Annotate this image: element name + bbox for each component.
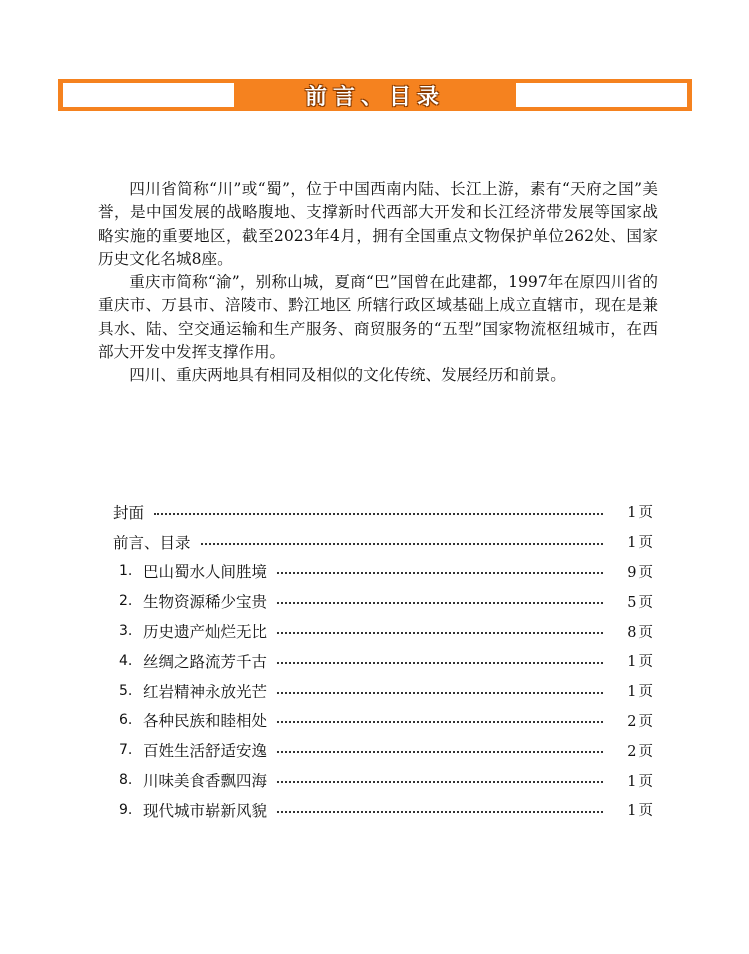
toc-number: 2.: [119, 593, 133, 610]
toc-number: 5.: [119, 682, 133, 699]
toc-title: 巴山蜀水人间胜境: [143, 563, 268, 582]
toc-row-cover[interactable]: [113, 497, 653, 527]
toc-number: 1.: [119, 563, 133, 580]
toc-title: 前言、目录: [113, 533, 191, 552]
intro-text: [98, 178, 658, 388]
toc-page: 1 页: [627, 803, 653, 820]
toc-page: 1 页: [627, 684, 653, 701]
toc-row-chapter-7[interactable]: [113, 735, 653, 765]
toc-row-chapter-8[interactable]: [113, 765, 653, 795]
intro-paragraph-sichuan: 四川省简称“川”或“蜀”，位于中国西南内陆、长江上游，素有“天府之国”美誉，是中国发展的战略腹地、支撑新时代西部大开发和长江经济带发展等国家战略实施的重要地区，截至2023年4月，拥有全国重点文物保护单位262处、国家历史文化名城8座。: [98, 180, 658, 268]
toc-row-chapter-1[interactable]: [113, 557, 653, 587]
toc-leader-dots: [277, 809, 603, 813]
toc-page: 1 页: [627, 773, 653, 790]
toc-leader-dots: [201, 541, 603, 545]
toc-row-chapter-4[interactable]: [113, 646, 653, 676]
toc-number: 9.: [119, 801, 133, 818]
toc-title: 生物资源稀少宝贵: [143, 593, 268, 612]
toc-leader-dots: [277, 630, 603, 634]
toc-row-chapter-6[interactable]: [113, 706, 653, 736]
toc-number: 3.: [119, 623, 133, 640]
toc-leader-dots: [277, 719, 603, 723]
toc-page: 5 页: [627, 594, 653, 611]
banner-title: 前言、目录: [304, 84, 445, 110]
toc-number: 6.: [119, 712, 133, 729]
toc-page: 2 页: [627, 713, 653, 730]
table-of-contents: [113, 497, 653, 825]
toc-leader-dots: [277, 779, 603, 783]
toc-title: 现代城市崭新风貌: [143, 801, 268, 820]
toc-row-chapter-3[interactable]: [113, 616, 653, 646]
toc-page: 2 页: [627, 743, 653, 760]
toc-leader-dots: [154, 511, 603, 515]
toc-page: 1 页: [627, 535, 653, 552]
toc-leader-dots: [277, 570, 603, 574]
toc-leader-dots: [277, 660, 603, 664]
toc-title: 封面: [113, 503, 145, 522]
toc-page: 1 页: [627, 654, 653, 671]
section-banner: [58, 79, 692, 111]
toc-title: 历史遗产灿烂无比: [143, 623, 268, 642]
toc-page: 8 页: [627, 624, 653, 641]
toc-leader-dots: [277, 749, 603, 753]
toc-number: 7.: [119, 742, 133, 759]
intro-paragraph-summary: 四川、重庆两地具有相同及相似的文化传统、发展经历和前景。: [129, 366, 566, 385]
toc-row-chapter-5[interactable]: [113, 676, 653, 706]
toc-row-chapter-2[interactable]: [113, 586, 653, 616]
toc-page: 1 页: [627, 505, 653, 522]
toc-number: 8.: [119, 772, 133, 789]
banner-title-box: [234, 79, 516, 111]
intro-paragraph-chongqing: 重庆市简称“渝”，别称山城，夏商“巴”国曾在此建都，1997年在原四川省的 重庆市、万县市、涪陵市、黔江地区 所辖行政区域基础上成立直辖市，现在是兼具水、陆、空交通运输和生产服务、商贸服务的“五型”国家物流枢纽城市，在西部大开发中发挥支撑作用。: [98, 273, 658, 362]
toc-leader-dots: [277, 690, 603, 694]
toc-number: 4.: [119, 652, 133, 669]
toc-title: 各种民族和睦相处: [143, 712, 268, 731]
toc-row-preface[interactable]: [113, 527, 653, 557]
toc-leader-dots: [277, 600, 603, 604]
toc-title: 百姓生活舒适安逸: [143, 742, 268, 761]
toc-title: 红岩精神永放光芒: [143, 682, 268, 701]
toc-title: 丝绸之路流芳千古: [143, 652, 268, 671]
toc-title: 川味美食香飘四海: [143, 772, 268, 791]
toc-page: 9 页: [627, 564, 653, 581]
toc-row-chapter-9[interactable]: [113, 795, 653, 825]
